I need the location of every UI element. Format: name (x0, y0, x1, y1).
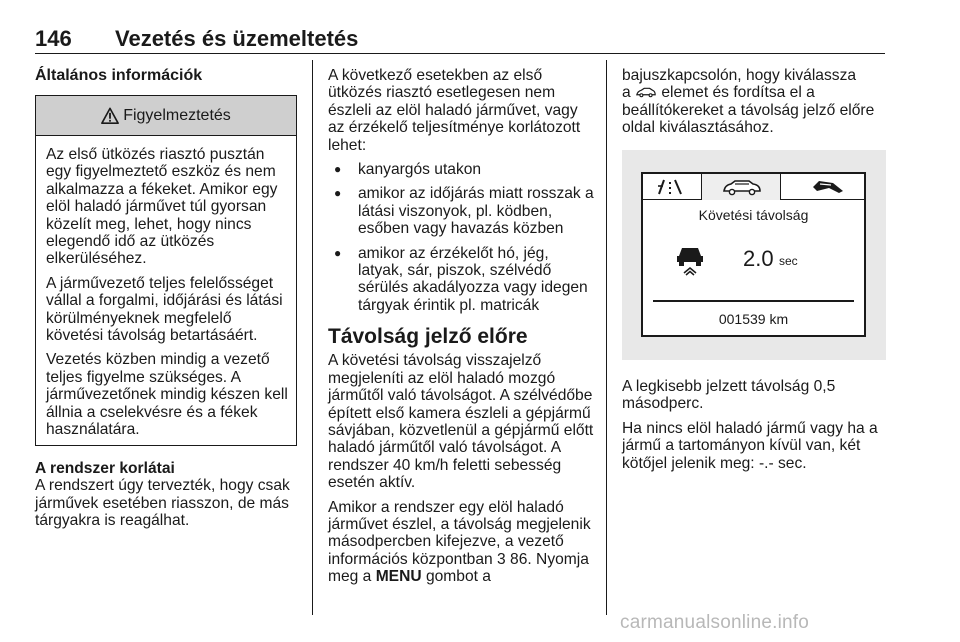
warning-title: Figyelmeztetés (123, 106, 231, 124)
column-divider-2 (606, 60, 607, 615)
display-divider (653, 300, 854, 302)
warning-paragraph: Vezetés közben mindig a vezető teljes figyelme szükséges. A járművezetőnek mindig készen kell állnia a cselekvésre és a fékek használatára. (46, 351, 288, 439)
warning-paragraph: Az első ütközés riasztó pusztán egy figyelmeztető eszköz és nem alkalmazza a fékeket. Amikor egy elöl haladó járművet túl gyorsan közelít meg, lehet, hogy nincs elegendő idő az ütközés elkerüléséhez. (46, 146, 278, 268)
section-heading-general: Általános információk (35, 67, 203, 84)
distance-paragraph-1: A követési távolság visszajelző megjeleníti az elöl haladó mozgó járműtől való távolságot. A szélvédőbe épített első kamera észleli a gépjármű sávjában, közvetlenül a gépjármű előtt haladó járműtől való távolságot. A rendszer 40 km/h feletti sebesség esetén aktív. (328, 352, 594, 492)
warning-body (36, 136, 296, 439)
odometer-reading: 001539 km (718, 311, 789, 327)
instruction-paragraph: bajuszkapcsolón, hogy kiválassza a elemet és fordítsa el a beállítókereket a távolság jelző előre oldal kiválasztásához. (622, 67, 875, 137)
list-item: ● kanyargós utakon (328, 161, 596, 178)
page-header (35, 24, 885, 54)
page-title: Vezetés és üzemeltetés (115, 26, 359, 51)
limits-heading: A rendszer korlátai (35, 460, 175, 477)
min-distance-paragraph: A legkisebb jelzett távolság 0,5 másodperc. (622, 378, 836, 413)
following-distance-value: 2.0 (743, 246, 774, 271)
display-illustration (622, 150, 886, 360)
middle-column (328, 67, 596, 593)
display-label: Követési távolság (698, 207, 809, 223)
car-menu-icon (635, 86, 657, 98)
list-item: ● amikor az időjárás miatt rosszak a látási viszonyok, pl. ködben, esőben vagy havazás közben (328, 185, 596, 237)
car-side-icon (811, 179, 845, 195)
info-display-screen (641, 172, 866, 337)
following-vehicle-icon (673, 244, 707, 276)
warning-paragraph: A járművezető teljes felelősséget vállal a forgalmi, időjárási és látási körülményeknek megfelelő követési távolság betartásáért. (46, 274, 283, 345)
warning-header (36, 96, 296, 136)
distance-paragraph-2: Amikor a rendszer egy elöl haladó járművet észlel, a távolság megjelenik másodpercben kifejezve, a vezető információs központban 3 86. Nyomja meg a MENU gombot a (328, 498, 591, 586)
right-column-top (622, 67, 887, 144)
car-front-icon (720, 178, 764, 196)
column-divider-1 (312, 60, 313, 615)
no-vehicle-paragraph: Ha nincs elöl haladó jármű vagy ha a jármű a tartományon kívül van, két kötőjel jelenik meg: -.- sec. (622, 419, 878, 472)
page-number: 146 (35, 26, 72, 51)
conditions-intro: A következő esetekben az első ütközés riasztó esetlegesen nem észleli az elöl haladó járművet, vagy az érzékelő teljesítménye korlátozott lehet: (328, 67, 581, 154)
menu-keyword: MENU (375, 568, 422, 586)
following-distance-unit: sec (779, 254, 798, 268)
warning-triangle-icon (101, 107, 119, 125)
lane-assist-icon (657, 179, 691, 195)
limits-text: A rendszert úgy tervezték, hogy csak járművek esetében riasszon, de más tárgyakra is reagálhat. (35, 477, 290, 530)
conditions-list (328, 161, 596, 314)
page-reference: 3 86. Nyomja meg a (328, 550, 589, 586)
display-tab-bar (643, 174, 864, 200)
watermark-text: carmanualsonline.info (620, 612, 810, 633)
display-tab-following-distance (701, 174, 781, 200)
section-title-distance: Távolság jelző előre (328, 325, 528, 349)
limits-section (35, 460, 303, 537)
right-column-bottom (622, 378, 887, 479)
list-item: ● amikor az érzékelőt hó, jég, latyak, sár, piszok, szélvédő sérülés akadályozza vagy idegen tárgyak érintik pl. matricák (328, 245, 596, 315)
warning-box (35, 95, 297, 446)
